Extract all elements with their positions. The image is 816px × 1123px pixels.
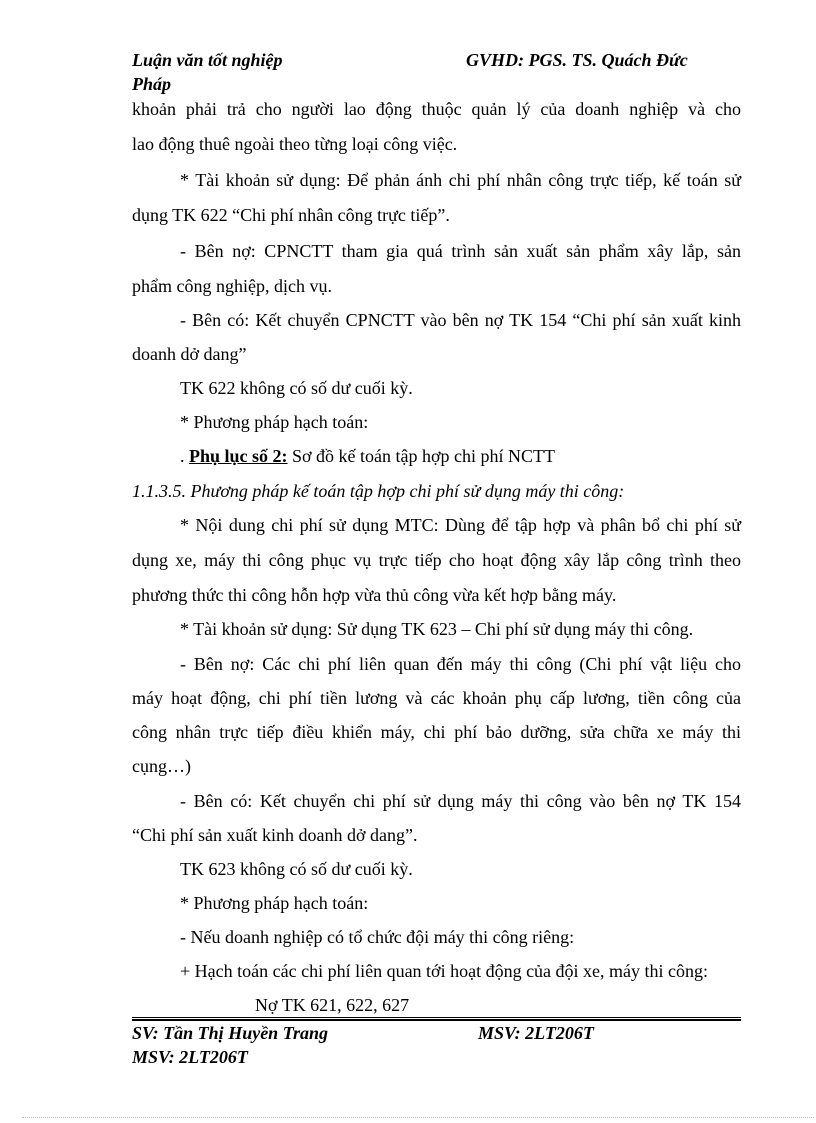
appendix-description: Sơ đồ kế toán tập hợp chi phí NCTT [287, 446, 556, 466]
paragraph-line: * Phương pháp hạch toán: [180, 893, 369, 913]
paragraph-line: doanh dở dang” [132, 344, 247, 364]
paragraph-line: - Bên có: Kết chuyển CPNCTT vào bên nợ TK 154 “Chi phí sản xuất kinh [180, 310, 741, 330]
section-heading: 1.1.3.5. Phương pháp kế toán tập hợp chi phí sử dụng máy thi công: [132, 481, 625, 501]
header-advisor-wrap: Pháp [132, 74, 172, 94]
paragraph-line: TK 622 không có số dư cuối kỳ. [180, 378, 413, 398]
appendix-label: Phụ lục số 2: [189, 446, 288, 466]
paragraph-line: lao động thuê ngoài theo từng loại công việc. [132, 134, 458, 154]
header-advisor: GVHD: PGS. TS. Quách Đức [466, 50, 688, 70]
paragraph-line: - Bên nợ: Các chi phí liên quan đến máy thi công (Chi phí vật liệu cho [180, 654, 741, 674]
paragraph-line: - Nếu doanh nghiệp có tổ chức đội máy thi công riêng: [180, 927, 575, 947]
journal-entry-line: Nợ TK 621, 622, 627 [255, 995, 410, 1015]
footer-student-id: MSV: 2LT206T [478, 1023, 594, 1043]
header-thesis-title: Luận văn tốt nghiệp [132, 50, 283, 70]
paragraph-line: dụng TK 622 “Chi phí nhân công trực tiếp”. [132, 205, 450, 225]
appendix-reference-line [180, 444, 555, 468]
paragraph-line: phương thức thi công hỗn hợp vừa thủ công vừa kết hợp bằng máy. [132, 585, 617, 605]
paragraph-line: máy hoạt động, chi phí tiền lương và các khoản phụ cấp lương, tiền công của [132, 688, 741, 708]
paragraph-line: * Tài khoản sử dụng: Để phản ánh chi phí nhân công trực tiếp, kế toán sử [180, 170, 741, 190]
paragraph-line: - Bên nợ: CPNCTT tham gia quá trình sản xuất sản phẩm xây lắp, sản [180, 241, 741, 261]
paragraph-line: * Tài khoản sử dụng: Sử dụng TK 623 – Chi phí sử dụng máy thi công. [180, 619, 694, 639]
paragraph-line: * Nội dung chi phí sử dụng MTC: Dùng để tập hợp và phân bổ chi phí sử [180, 515, 741, 535]
paragraph-line: + Hạch toán các chi phí liên quan tới hoạt động của đội xe, máy thi công: [180, 961, 709, 981]
paragraph-line: khoản phải trả cho người lao động thuộc quản lý của doanh nghiệp và cho [132, 99, 741, 119]
paragraph-line: * Phương pháp hạch toán: [180, 412, 369, 432]
page-bottom-border [22, 1117, 814, 1118]
paragraph-line: phẩm công nghiệp, dịch vụ. [132, 276, 332, 296]
paragraph-line: TK 623 không có số dư cuối kỳ. [180, 859, 413, 879]
paragraph-line: - Bên có: Kết chuyển chi phí sử dụng máy thi công vào bên nợ TK 154 [180, 791, 741, 811]
paragraph-line: công nhân trực tiếp điều khiển máy, chi phí bảo dưỡng, sửa chữa xe máy thi [132, 722, 741, 742]
footer-student-name: SV: Tần Thị Huyền Trang [132, 1023, 329, 1043]
paragraph-line: dụng xe, máy thi công phục vụ trực tiếp cho hoạt động xây lắp công trình theo [132, 550, 741, 570]
footer-student-id-wrap: MSV: 2LT206T [132, 1047, 248, 1067]
paragraph-line: “Chi phí sản xuất kinh doanh dở dang”. [132, 825, 418, 845]
appendix-prefix: . [180, 446, 189, 466]
paragraph-line: cụng…) [132, 756, 191, 776]
